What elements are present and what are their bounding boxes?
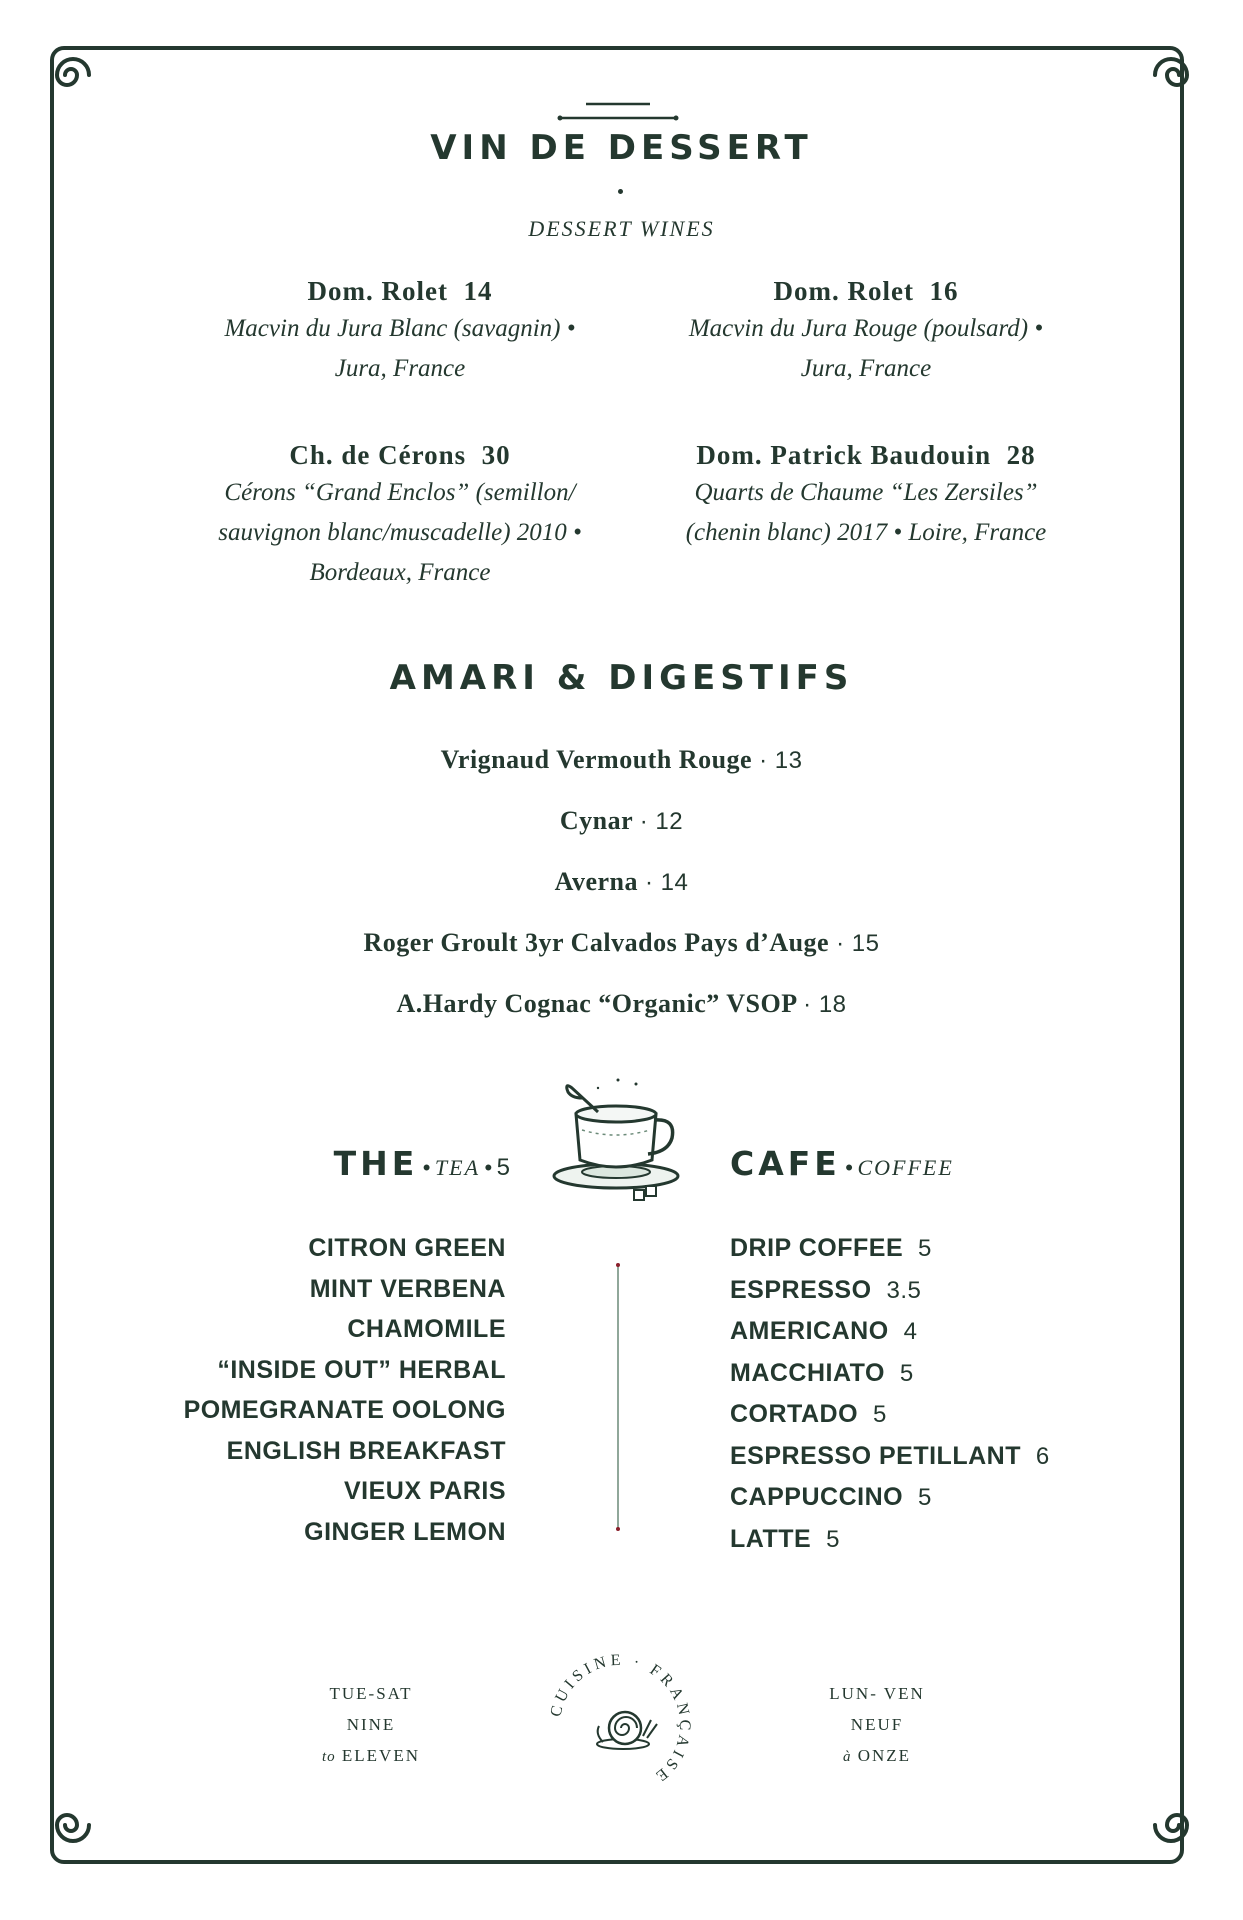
wine-name: Dom. Patrick Baudouin <box>696 440 992 470</box>
list-item: VIEUX PARIS <box>343 1477 506 1505</box>
coffee-name: ESPRESSO PETILLANT <box>730 1441 1021 1470</box>
hours-close: ONZE <box>857 1746 912 1765</box>
amari-item <box>0 745 1243 775</box>
wine-item <box>636 440 1096 553</box>
coffee-name: CAPPUCCINO <box>730 1483 904 1511</box>
list-item: ENGLISH BREAKFAST <box>226 1436 506 1465</box>
amari-price: · 15 <box>836 930 880 957</box>
column-divider <box>616 1262 620 1532</box>
amari-price: · 13 <box>759 747 803 774</box>
list-item: MINT VERBENA <box>309 1274 506 1303</box>
list-item <box>730 1311 1050 1353</box>
coffee-subtitle: COFFEE <box>857 1155 954 1180</box>
wine-description <box>170 473 630 593</box>
hours-french <box>802 1678 952 1773</box>
wine-item <box>170 276 630 389</box>
wine-item <box>636 276 1096 389</box>
spiral-corner-icon <box>36 40 106 110</box>
wine-name-line <box>170 276 630 307</box>
wine-price: 30 <box>481 440 511 470</box>
wine-desc-line: (chenin blanc) 2017 • Loire, France <box>685 519 1047 546</box>
wine-name-line <box>636 440 1096 471</box>
wine-description <box>636 473 1096 553</box>
spiral-corner-icon <box>36 1790 106 1860</box>
list-item: CITRON GREEN <box>308 1234 506 1262</box>
wine-item <box>170 440 630 593</box>
wine-name: Dom. Rolet <box>307 276 448 306</box>
amari-name: Roger Groult 3yr Calvados Pays d’Auge <box>363 928 830 957</box>
list-item <box>730 1519 1050 1561</box>
coffee-name: MACCHIATO <box>730 1358 885 1387</box>
section-subtitle-dessert: DESSERT WINES <box>528 216 715 241</box>
list-item <box>730 1228 1050 1270</box>
section-title-amari: AMARI & DIGESTIFS <box>389 658 854 698</box>
tea-price: 5 <box>496 1154 510 1181</box>
teacup-icon <box>548 1068 688 1208</box>
wine-desc-line: Cérons “Grand Enclos” (semillon/ <box>224 479 576 506</box>
coffee-name: LATTE <box>730 1524 812 1553</box>
amari-item <box>0 989 1243 1019</box>
wine-desc-line: sauvignon blanc/muscadelle) 2010 • <box>218 519 582 546</box>
hours-open: NINE <box>346 1715 396 1734</box>
wine-price: 14 <box>463 276 493 306</box>
wine-name: Ch. de Cérons <box>289 440 467 470</box>
coffee-price: 5 <box>917 1484 932 1511</box>
wine-desc-line: Macvin du Jura Rouge (poulsard) • <box>688 315 1044 342</box>
wine-description <box>170 309 630 389</box>
tea-header <box>278 1144 510 1183</box>
coffee-price: 5 <box>826 1525 840 1553</box>
list-item <box>730 1270 1050 1312</box>
amari-item <box>0 806 1243 836</box>
wine-name-line <box>636 276 1096 307</box>
coffee-price: 4 <box>903 1318 918 1345</box>
wine-name: Dom. Rolet <box>773 276 914 306</box>
list-item <box>730 1436 1050 1478</box>
separator-dot: • <box>422 1155 431 1180</box>
coffee-list <box>730 1228 1050 1560</box>
amari-price: · 14 <box>645 869 689 896</box>
cuisine-francaise-logo <box>535 1640 705 1810</box>
hours-connector: à <box>842 1749 852 1765</box>
wine-description <box>636 309 1096 389</box>
hours-english <box>296 1678 446 1773</box>
spiral-corner-icon <box>1138 40 1208 110</box>
wine-desc-line: Quarts de Chaume “Les Zersiles” <box>694 479 1038 506</box>
list-item <box>730 1353 1050 1395</box>
amari-item <box>0 928 1243 958</box>
amari-name: A.Hardy Cognac “Organic” VSOP <box>396 989 797 1018</box>
hours-open: NEUF <box>850 1715 904 1734</box>
wine-desc-line: Macvin du Jura Blanc (savagnin) • <box>224 315 576 342</box>
amari-price: · 18 <box>803 991 847 1018</box>
spiral-corner-icon <box>1138 1790 1208 1860</box>
coffee-price: 5 <box>872 1401 887 1428</box>
coffee-header <box>730 1144 954 1183</box>
wine-name-line <box>170 440 630 471</box>
coffee-price: 3.5 <box>886 1276 922 1304</box>
hours-close: ELEVEN <box>341 1746 420 1765</box>
coffee-price: 6 <box>1035 1442 1050 1470</box>
coffee-name: DRIP COFFEE <box>730 1234 904 1262</box>
logo-text: CUISINE · FRANÇAISE <box>547 1651 694 1787</box>
list-item <box>730 1394 1050 1436</box>
separator-dot: • <box>484 1155 493 1180</box>
coffee-price: 5 <box>918 1235 932 1262</box>
coffee-title: CAFE <box>730 1144 841 1183</box>
wine-desc-line: Jura, France <box>800 355 932 382</box>
list-item: “INSIDE OUT” HERBAL <box>217 1355 506 1384</box>
amari-price: · 12 <box>639 808 684 835</box>
hours-close-line <box>296 1740 446 1773</box>
list-item: CHAMOMILE <box>347 1315 506 1343</box>
hours-connector: to <box>321 1749 336 1765</box>
wine-desc-line: Jura, France <box>334 355 466 382</box>
wine-price: 16 <box>929 276 959 306</box>
coffee-name: AMERICANO <box>730 1317 889 1345</box>
wine-desc-line: Bordeaux, France <box>309 559 491 586</box>
wine-price: 28 <box>1006 440 1036 470</box>
hours-close-line <box>802 1740 952 1773</box>
tea-subtitle: TEA <box>434 1155 481 1180</box>
list-item: POMEGRANATE OOLONG <box>183 1396 506 1424</box>
title-dot <box>618 189 623 194</box>
separator-dot: • <box>845 1155 853 1180</box>
title-ornament <box>556 98 680 124</box>
hours-days: TUE-SAT <box>329 1684 413 1703</box>
coffee-price: 5 <box>899 1359 914 1387</box>
section-title-dessert: VIN DE DESSERT <box>430 128 813 168</box>
coffee-name: ESPRESSO <box>730 1275 872 1304</box>
list-item: GINGER LEMON <box>304 1517 506 1546</box>
amari-name: Averna <box>554 867 639 896</box>
amari-name: Vrignaud Vermouth Rouge <box>440 745 753 774</box>
coffee-name: CORTADO <box>730 1400 859 1428</box>
amari-item <box>0 867 1243 897</box>
hours-days: LUN- VEN <box>829 1684 925 1703</box>
snail-icon <box>597 1712 657 1749</box>
tea-title: THE <box>333 1144 419 1183</box>
tea-list <box>150 1228 506 1552</box>
amari-name: Cynar <box>559 806 633 835</box>
list-item <box>730 1477 1050 1519</box>
